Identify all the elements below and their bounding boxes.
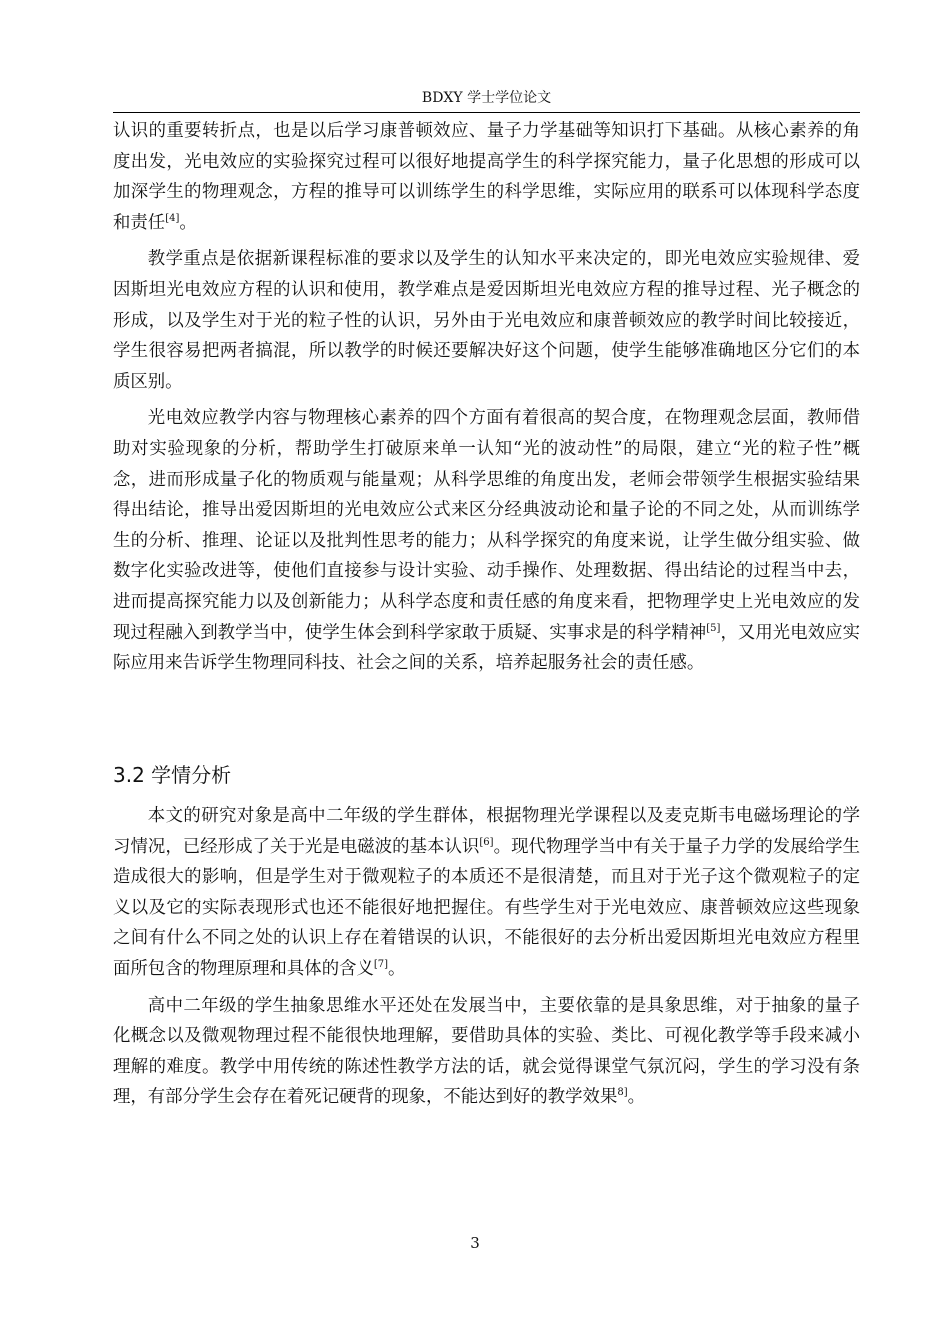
paragraph-text-rest: 。现代物理学当中有关于量子力学的发展给学生造成很大的影响，但是学生对于微观粒子的本质还不是很清楚，而且对于光子这个微观粒子的定义以及它的实际表现形式也还不能很好地把握住。有些学生对于光电效应、康普顿效应这些现象之间有什么不同之处的认识上存在着错误的认识，不能很好的去分析出爱因斯坦光电效应方程里面所包含的物理原理和具体的含义 xyxy=(113,836,860,979)
paragraph-text: 光电效应教学内容与物理核心素养的四个方面有着很高的契合度，在物理观念层面，教师借助对实验现象的分析，帮助学生打破原来单一认知“光的波动性”的局限，建立“光的粒子性”概念，进而形成量子化的物质观与能量观；从科学思维的角度出发，老师会带领学生根据实验结果得出结论，推导出爱因斯坦的光电效应公式来区分经典波动论和量子论的不同之处，从而训练学生的分析、推理、论证以及批判性思考的能力；从科学探究的角度来说，让学生做分组实验、做数字化实验改进等，使他们直接参与设计实验、动手操作、处理数据、得出结论的过程当中去，进而提高探究能力以及创新能力；从科学态度和责任感的角度来看，把物理学史上光电效应的发现过程融入到教学当中，使学生体会到科学家敢于质疑、实事求是的科学精神 xyxy=(113,408,860,643)
citation-ref: [4] xyxy=(165,212,180,224)
paragraph-tail: 。 xyxy=(388,958,406,979)
running-header: BDXY 学士学位论文 xyxy=(421,90,552,106)
paragraph-core-literacy xyxy=(113,403,860,678)
citation-ref: [5] xyxy=(706,622,721,634)
header-rule xyxy=(113,112,860,113)
citation-ref: [6] xyxy=(479,836,494,848)
paragraph-tail: ，又用光电效应实际应用来告诉学生物理同科技、社会之间的关系，培养起服务社会的责任感。 xyxy=(113,622,860,674)
paragraph-text: 认识的重要转折点，也是以后学习康普顿效应、量子力学基础等知识打下基础。从核心素养的角度出发，光电效应的实验探究过程可以很好地提高学生的科学探究能力，量子化思想的形成可以加深学生的物理观念，方程的推导可以训练学生的科学思维，实际应用的联系可以体现科学态度和责任 xyxy=(113,121,860,233)
paragraph-continuation xyxy=(113,116,860,238)
paragraph-text: 教学重点是依据新课程标准的要求以及学生的认知水平来决定的，即光电效应实验规律、爱因斯坦光电效应方程的认识和使用，教学难点是爱因斯坦光电效应方程的推导过程、光子概念的形成，以及学生对于光的粒子性的认识，另外由于光电效应和康普顿效应的教学时间比较接近，学生很容易把两者搞混，所以教学的时候还要解决好这个问题，使学生能够准确地区分它们的本质区别。 xyxy=(113,249,860,392)
paragraph-teaching-focus xyxy=(113,244,860,397)
paragraph-abstract-thinking xyxy=(113,991,860,1113)
paragraph-tail: 。 xyxy=(627,1087,646,1108)
citation-ref: [7] xyxy=(373,959,389,971)
citation-ref: 8] xyxy=(617,1087,628,1099)
section-heading: 3.2 学情分析 xyxy=(113,763,232,787)
page-number: 3 xyxy=(470,1234,480,1252)
paragraph-tail: 。 xyxy=(179,212,197,233)
section-3-2-body xyxy=(113,801,860,1113)
paragraph-text: 高中二年级的学生抽象思维水平还处在发展当中，主要依靠的是具象思维，对于抽象的量子化概念以及微观物理过程不能很快地理解，要借助具体的实验、类比、可视化教学等手段来减小理解的难度。教学中用传统的陈述性教学方法的话，就会觉得课堂气氛沉闷，学生的学习没有条理，有部分学生会存在着死记硬背的现象，不能达到好的教学效果 xyxy=(113,995,860,1108)
paragraph-research-subject xyxy=(113,801,860,985)
section-3-1-body xyxy=(113,116,860,679)
paragraph-text: 本文的研究对象是高中二年级的学生群体，根据物理光学课程以及麦克斯韦电磁场理论的学习情况，已经形成了关于光是电磁波的基本认识 xyxy=(113,806,860,857)
section-heading-wrap xyxy=(113,760,860,790)
